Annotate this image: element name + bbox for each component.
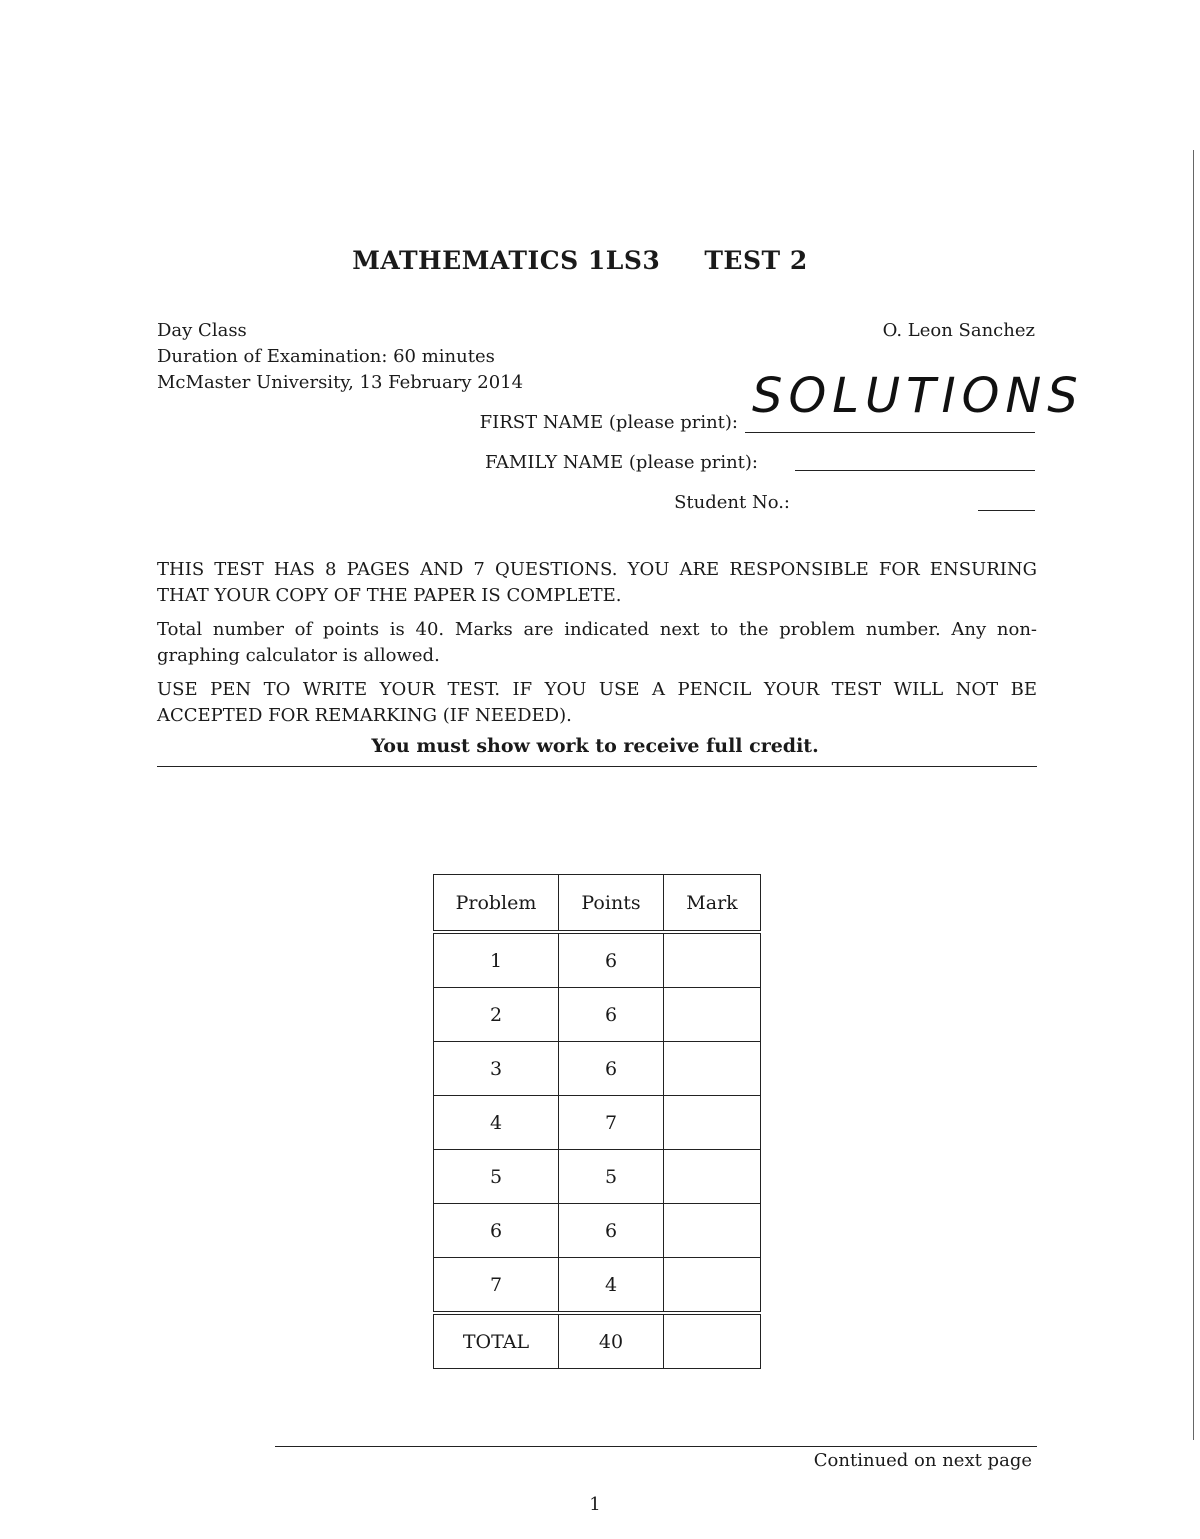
problem-mark: [664, 1258, 761, 1314]
student-no-line: [978, 510, 1035, 511]
table-row: [434, 1150, 761, 1204]
table-row: [434, 932, 761, 988]
score-table: [433, 874, 761, 1369]
page-title: [0, 246, 1160, 275]
problem-mark: [664, 1042, 761, 1096]
problem-number: 3: [434, 1042, 559, 1096]
university-date-label: McMaster University, 13 February 2014: [157, 372, 524, 393]
problem-points: 6: [559, 1042, 664, 1096]
table-header-row: [434, 875, 761, 933]
page-number: 1: [589, 1494, 601, 1515]
family-name-line: [795, 470, 1035, 471]
problem-points: 6: [559, 932, 664, 988]
header-mark: Mark: [664, 875, 761, 933]
instructions-pen: USE PEN TO WRITE YOUR TEST. IF YOU USE A PENCIL YOUR TEST WILL NOT BE ACCEPTED FOR REMARKING (IF NEEDED).: [157, 679, 1037, 726]
table-row: [434, 1096, 761, 1150]
problem-points: 5: [559, 1150, 664, 1204]
problem-points: 4: [559, 1258, 664, 1314]
header-points: Points: [559, 875, 664, 933]
problem-number: 4: [434, 1096, 559, 1150]
problem-mark: [664, 1096, 761, 1150]
footer-rule: [275, 1446, 1037, 1447]
student-no-label: Student No.:: [674, 492, 790, 513]
table-row: [434, 988, 761, 1042]
problem-number: 2: [434, 988, 559, 1042]
problem-number: 1: [434, 932, 559, 988]
instructor-name: O. Leon Sanchez: [882, 320, 1035, 341]
problem-mark: [664, 988, 761, 1042]
instructions-points: Total number of points is 40. Marks are indicated next to the problem number. Any non-graphing calculator is allowed.: [157, 619, 1037, 666]
instructions-pages: THIS TEST HAS 8 PAGES AND 7 QUESTIONS. YOU ARE RESPONSIBLE FOR ENSURING THAT YOUR COPY OF THE PAPER IS COMPLETE.: [157, 559, 1037, 606]
total-mark: [664, 1313, 761, 1369]
problem-points: 7: [559, 1096, 664, 1150]
header-problem: Problem: [434, 875, 559, 933]
duration-label: Duration of Examination: 60 minutes: [157, 346, 495, 367]
problem-mark: [664, 1204, 761, 1258]
problem-points: 6: [559, 1204, 664, 1258]
course-title: MATHEMATICS 1LS3: [352, 246, 661, 275]
problem-mark: [664, 1150, 761, 1204]
show-work-note: You must show work to receive full credit.: [371, 735, 819, 757]
total-points: 40: [559, 1313, 664, 1369]
continued-note: Continued on next page: [813, 1450, 1032, 1471]
table-row: [434, 1204, 761, 1258]
problem-mark: [664, 932, 761, 988]
table-row: [434, 1042, 761, 1096]
problem-points: 6: [559, 988, 664, 1042]
problem-number: 5: [434, 1150, 559, 1204]
first-name-handwritten: SOLUTIONS: [752, 368, 1084, 424]
header-rule: [157, 766, 1037, 767]
family-name-label: FAMILY NAME (please print):: [484, 452, 758, 473]
table-row: [434, 1258, 761, 1314]
page-edge-line: [1193, 150, 1194, 1440]
total-label: TOTAL: [434, 1313, 559, 1369]
problem-number: 6: [434, 1204, 559, 1258]
first-name-label: FIRST NAME (please print):: [479, 412, 738, 433]
class-label: Day Class: [157, 320, 247, 341]
table-total-row: [434, 1313, 761, 1369]
test-title: TEST 2: [704, 246, 808, 275]
first-name-line: [745, 432, 1035, 433]
problem-number: 7: [434, 1258, 559, 1314]
